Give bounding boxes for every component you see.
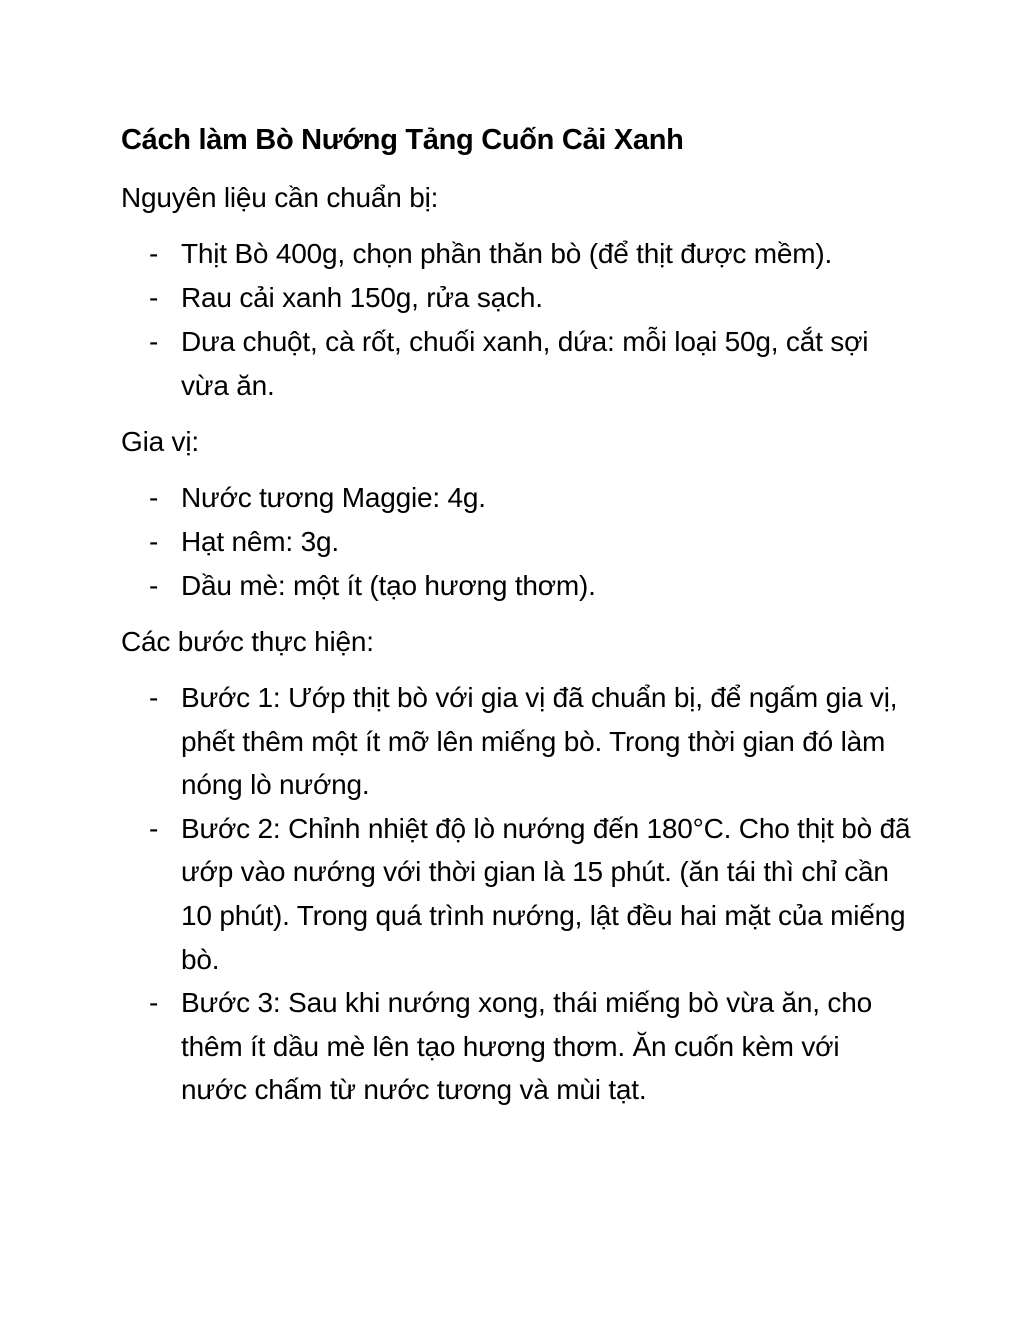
- list-item: [121, 520, 911, 564]
- ingredients-heading: Nguyên liệu cần chuẩn bị:: [121, 182, 439, 213]
- document-page: [121, 118, 911, 1124]
- list-item: [121, 232, 911, 276]
- steps-heading: Các bước thực hiện:: [121, 626, 374, 657]
- list-item: [121, 476, 911, 520]
- bullet-dash: -: [149, 812, 159, 844]
- list-item-text: Bước 1: Ướp thịt bò với gia vị đã chuẩn bị, để ngấm gia vị, phết thêm một ít mỡ lên miếng bò. Trong thời gian đó làm nóng lò nướng.: [181, 682, 898, 801]
- steps-list: [121, 676, 911, 1112]
- seasoning-list: [121, 476, 911, 608]
- bullet-dash: -: [149, 482, 159, 513]
- list-item-text: Hạt nêm: 3g.: [181, 526, 339, 557]
- list-item: [121, 320, 911, 408]
- seasoning-heading: Gia vị:: [121, 426, 199, 457]
- list-item-text: Bước 2: Chỉnh nhiệt độ lò nướng đến 180°C. Cho thịt bò đã ướp vào nướng với thời gian là 15 phút. (ăn tái thì chỉ cần 10 phút). Trong quá trình nướng, lật đều hai mặt của miếng bò.: [181, 812, 911, 975]
- list-item: [121, 981, 911, 1112]
- bullet-dash: -: [149, 526, 159, 557]
- list-item-text: Dưa chuột, cà rốt, chuối xanh, dứa: mỗi loại 50g, cắt sợi vừa ăn.: [181, 326, 869, 401]
- list-item-text: Dầu mè: một ít (tạo hương thơm).: [181, 570, 596, 601]
- list-item: [121, 564, 911, 608]
- bullet-dash: -: [149, 326, 159, 357]
- bullet-dash: -: [149, 987, 159, 1019]
- bullet-dash: -: [149, 682, 159, 713]
- document-title: Cách làm Bò Nướng Tảng Cuốn Cải Xanh: [121, 124, 684, 156]
- bullet-dash: -: [149, 570, 159, 601]
- list-item-text: Rau cải xanh 150g, rửa sạch.: [181, 282, 543, 313]
- list-item: [121, 276, 911, 320]
- list-item-text: Thịt Bò 400g, chọn phần thăn bò (để thịt được mềm).: [181, 238, 833, 269]
- list-item: [121, 807, 911, 981]
- bullet-dash: -: [149, 238, 159, 269]
- list-item-text: Nước tương Maggie: 4g.: [181, 482, 486, 513]
- bullet-dash: -: [149, 282, 159, 313]
- ingredients-list: [121, 232, 911, 408]
- list-item-text: Bước 3: Sau khi nướng xong, thái miếng bò vừa ăn, cho thêm ít dầu mè lên tạo hương thơm. Ăn cuốn kèm với nước chấm từ nước tương và mùi tạt.: [181, 987, 872, 1106]
- list-item: [121, 676, 911, 807]
